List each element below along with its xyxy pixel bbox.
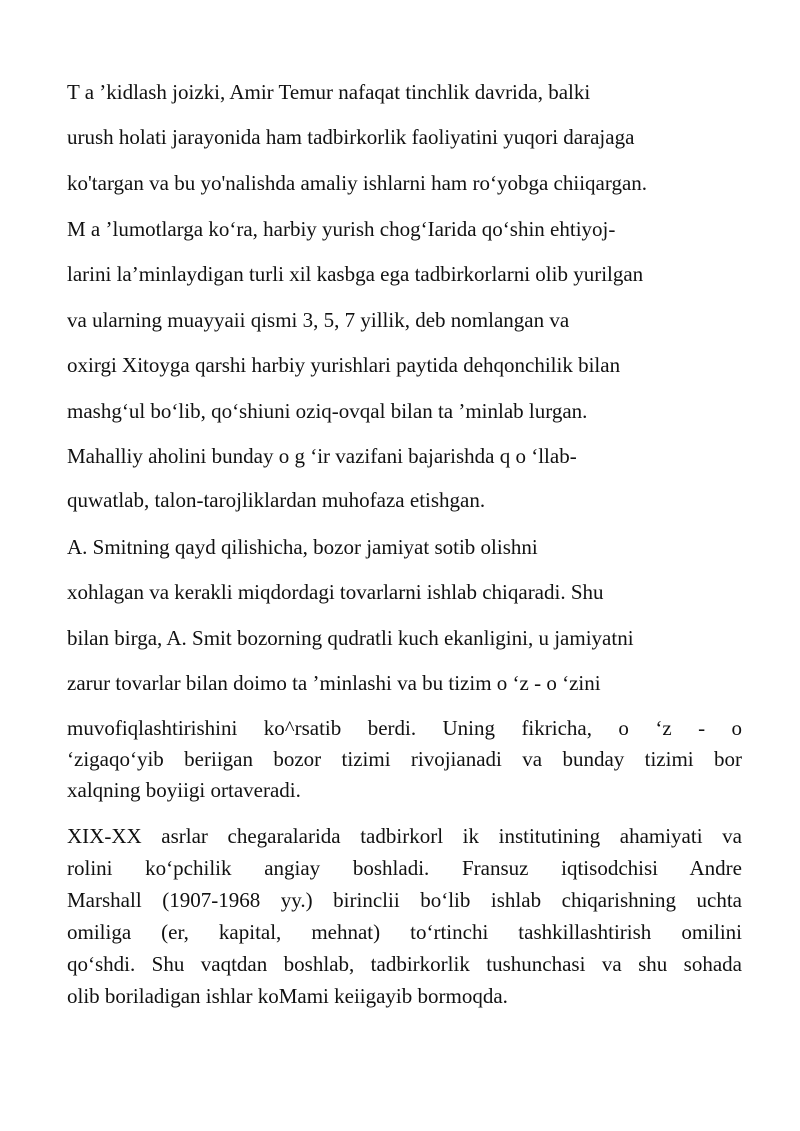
justified-line: ‘zigaqo‘yib beriigan bozor tizimi rivojianadi va bunday tizimi bor [67,747,742,771]
justified-line: rolini ko‘pchilik angiay boshladi. Fransuz iqtisodchisi Andre [67,856,742,880]
text-line: urush holati jarayonida ham tadbirkorlik faoliyatini yuqori darajaga [67,125,635,149]
text-line: xohlagan va kerakli miqdordagi tovarlarni ishlab chiqaradi. Shu [67,580,604,604]
text-line: M a ’lumotlarga ko‘ra, harbiy yurish chog‘Iarida qo‘shin ehtiyoj- [67,217,616,241]
text-line: T a ’kidlash joizki, Amir Temur nafaqat tinchlik davrida, balki [67,80,591,104]
justified-line: muvofiqlashtirishini ko^rsatib berdi. Uning fikricha, o ‘z - o [67,716,742,740]
justified-line: omiliga (er, kapital, mehnat) to‘rtinchi tashkillashtirish omilini [67,920,742,944]
text-line: quwatlab, talon-tarojliklardan muhofaza etishgan. [67,488,486,512]
justified-line: Marshall (1907-1968 yy.) birinclii bo‘lib ishlab chiqarishning uchta [67,888,742,912]
text-line: ko'targan va bu yo'nalishda amaliy ishlarni ham ro‘yobga chiiqargan. [67,171,648,195]
text-line: olib boriladigan ishlar koMami keiigayib bormoqda. [67,984,508,1008]
justified-line: qo‘shdi. Shu vaqtdan boshlab, tadbirkorlik tushunchasi va shu sohada [67,952,742,976]
text-line: larini la’minlaydigan turli xil kasbga ega tadbirkorlarni olib yurilgan [67,262,644,286]
justified-line: XIX-XX asrlar chegaralarida tadbirkorl ik institutining ahamiyati va [67,824,742,848]
text-line: xalqning boyiigi ortaveradi. [67,778,301,802]
text-line: mashg‘ul bo‘lib, qo‘shiuni oziq-ovqal bilan ta ’minlab lurgan. [67,399,588,423]
text-line: oxirgi Xitoyga qarshi harbiy yurishlari paytida dehqonchilik bilan [67,353,621,377]
text-line: bilan birga, A. Smit bozorning qudratli kuch ekanligini, u jamiyatni [67,626,634,650]
text-line: Mahalliy aholini bunday o g ‘ir vazifani bajarishda q o ‘llab- [67,444,577,468]
text-line: va ularning muayyaii qismi 3, 5, 7 yillik, deb nomlangan va [67,308,570,332]
text-line: zarur tovarlar bilan doimo ta ’minlashi va bu tizim o ‘z - o ‘zini [67,671,601,695]
text-line: A. Smitning qayd qilishicha, bozor jamiyat sotib olishni [67,535,538,559]
